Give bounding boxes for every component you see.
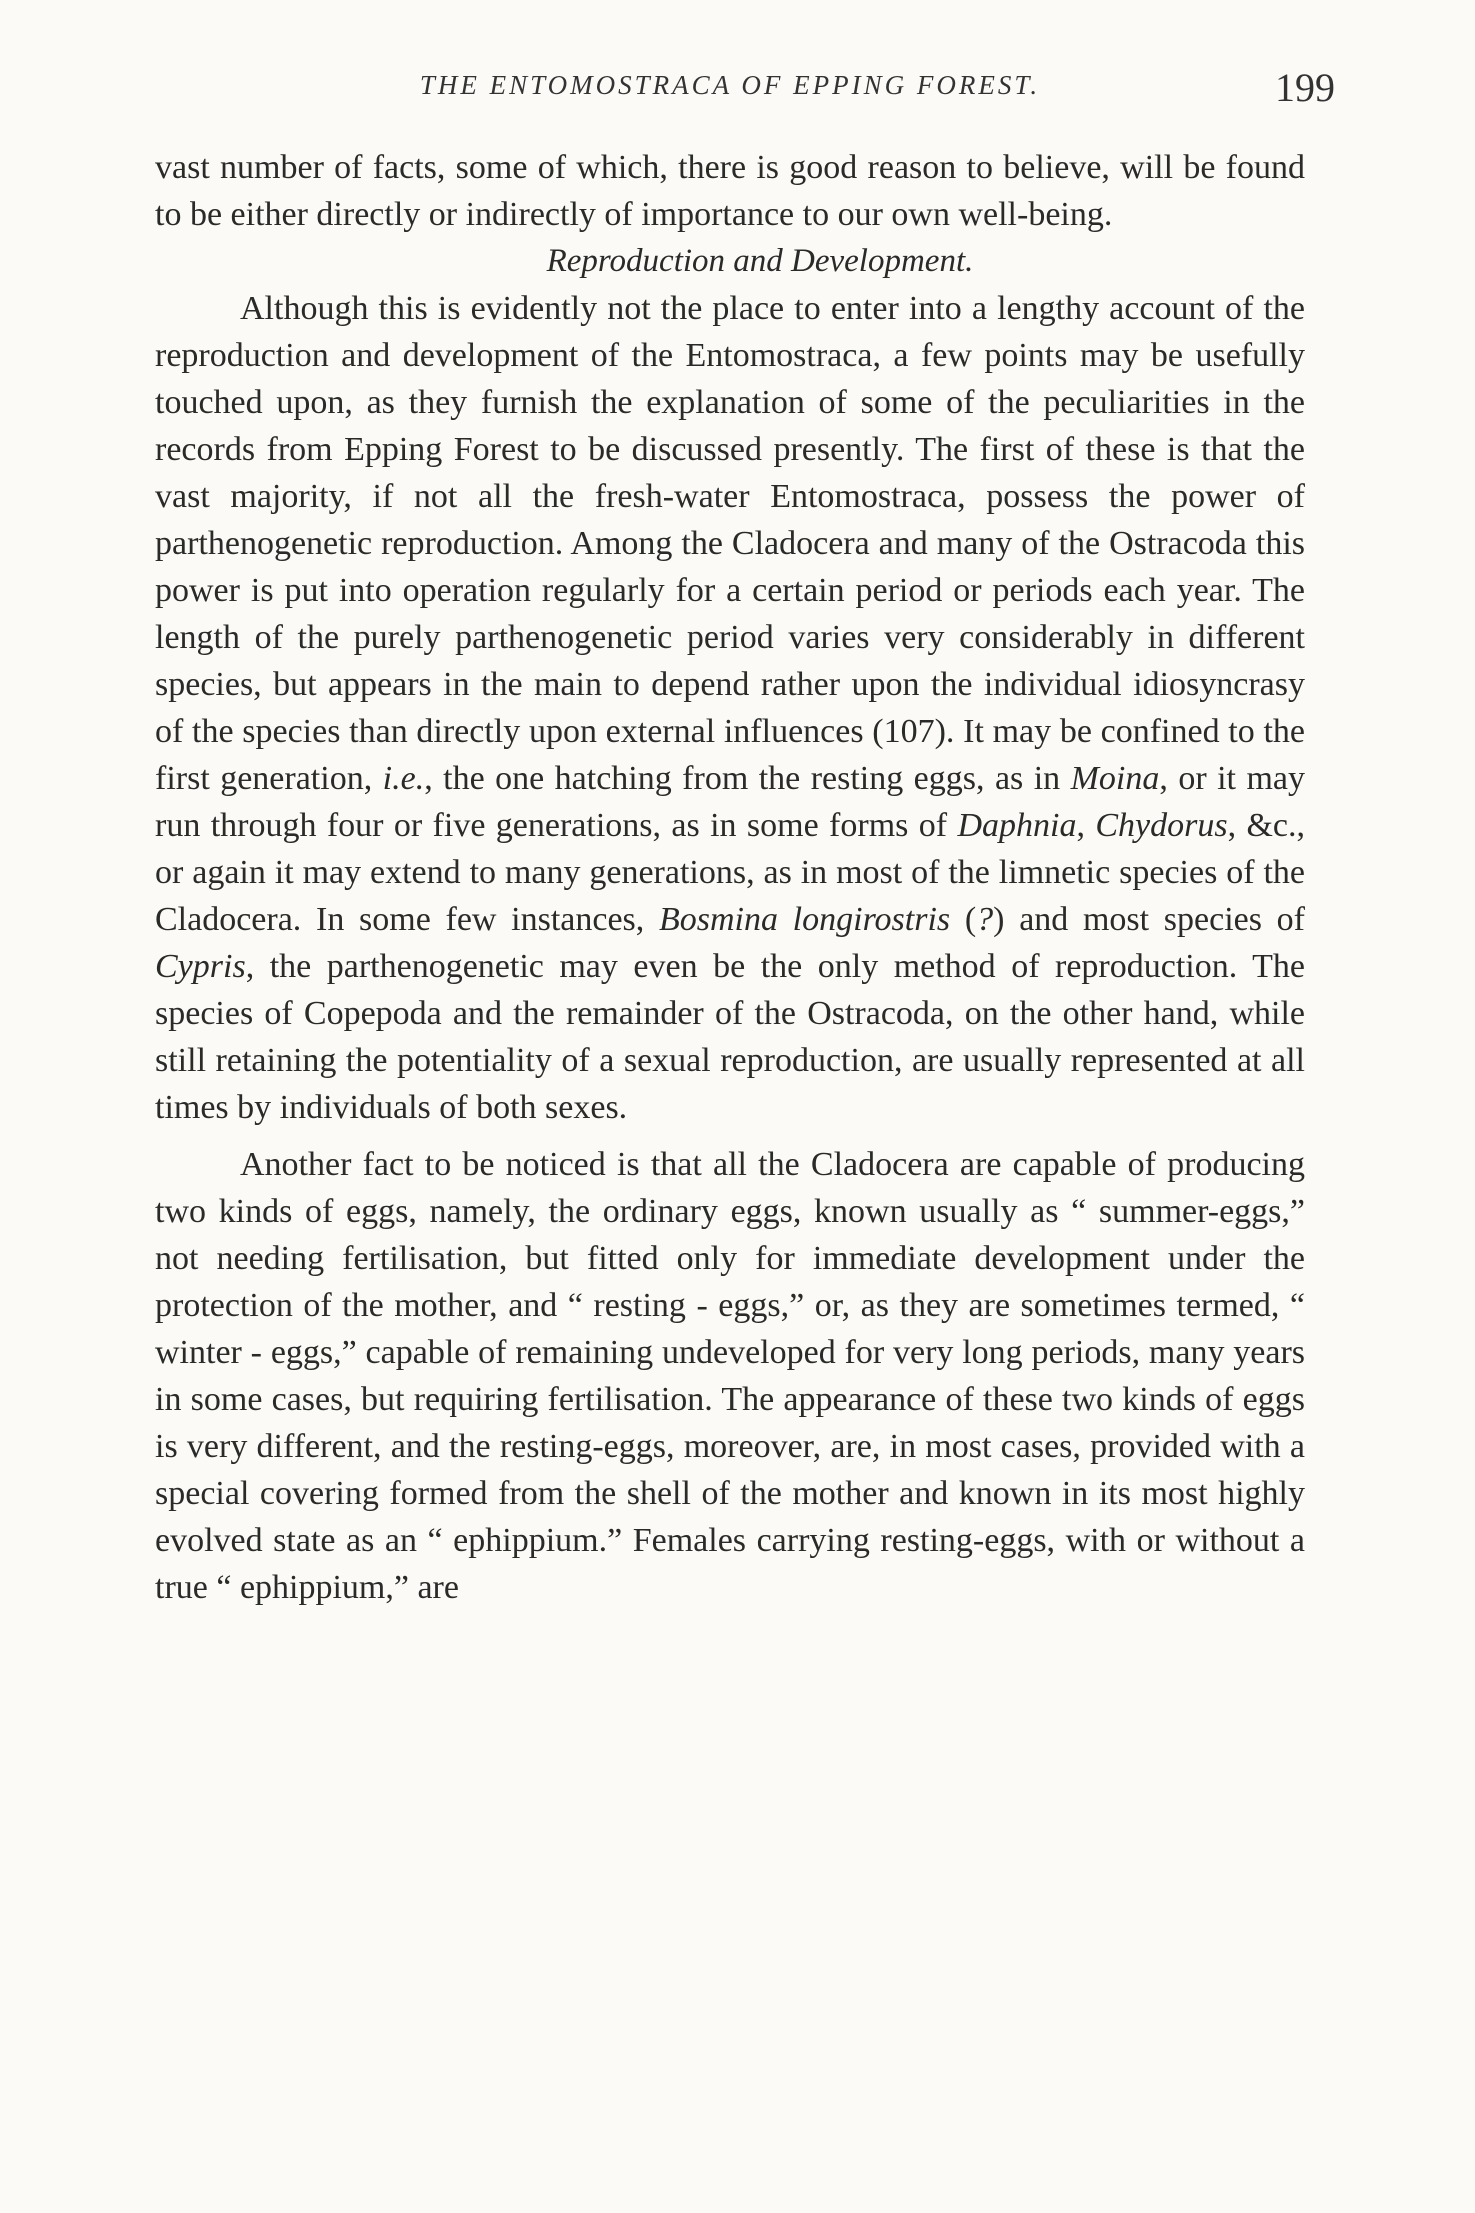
paragraph-1-text-f: ( bbox=[950, 901, 977, 938]
ie-abbreviation: i.e. bbox=[382, 760, 425, 797]
section-heading: Reproduction and Development. bbox=[546, 243, 974, 279]
paragraph-1-text-d: , bbox=[1076, 807, 1096, 844]
running-title: THE ENTOMOSTRACA OF EPPING FOREST. bbox=[419, 70, 1041, 100]
lead-paragraph: vast number of facts, some of which, there is good reason to believe, will be found to be either directly or indirectly of importance to our own well-being. bbox=[155, 149, 1305, 233]
paragraph-1 bbox=[155, 285, 1305, 1131]
paragraph-1-text-a: Although this is evidently not the place to enter into a lengthy account of the reproduction and development of the Entomostraca, a few points may be usefully touched upon, as they furnish the explanation of some of the peculiarities in the records from Epping Forest to be discussed presently. The first of these is that the vast majority, if not all the fresh-water Entomostraca, possess the power of parthenogenetic reproduction. Among the Cladocera and many of the Ostracoda this power is put into operation regularly for a certain period or periods each year. The length of the purely parthenogenetic period varies very considerably in different species, but appears in the main to depend rather upon the individual idiosyncrasy of the species than directly upon external influences (107). It may be confined to the first generation, bbox=[155, 290, 1305, 797]
paragraph-2: Another fact to be noticed is that all the Cladocera are capable of producing two kinds of eggs, namely, the ordinary eggs, known usually as “ summer-eggs,” not needing fertilisation, but fitted only for immediate development under the protection of the mother, and “ resting - eggs,” or, as they are sometimes termed, “ winter - eggs,” capable of remaining undeveloped for very long periods, many years in some cases, but requiring fertilisation. The appearance of these two kinds of eggs is very different, and the resting-eggs, moreover, are, in most cases, provided with a special covering formed from the shell of the mother and known in its most highly evolved state as an “ ephippium.” Females carrying resting-eggs, with or without a true “ ephippium,” are bbox=[155, 1146, 1305, 1606]
genus-moina: Moina bbox=[1070, 760, 1160, 797]
page-number: 199 bbox=[1275, 65, 1335, 110]
body-text bbox=[155, 144, 1305, 1611]
paragraph-1-text-h: , the parthenogenetic may even be the only method of reproduction. The species of Copepoda and the remainder of the Ostracoda, on the other hand, while still retaining the potentiality of a sexual reproduction, are usually represented at all times by individuals of both sexes. bbox=[155, 948, 1305, 1126]
paragraph-1-text-g: ) and most species of bbox=[993, 901, 1306, 938]
paragraph-1-text-b: , the one hatching from the resting eggs, as in bbox=[424, 760, 1071, 797]
paragraph-1-text-c: , or it may run through four or five generations, as in some forms of bbox=[155, 760, 1305, 844]
running-head bbox=[155, 60, 1335, 120]
genus-daphnia: Daphnia bbox=[957, 807, 1077, 844]
paragraph-1-text-e: , &c., or again it may extend to many generations, as in most of the limnetic species of the Cladocera. In some few instances, bbox=[155, 807, 1306, 938]
genus-chydorus: Chydorus bbox=[1095, 807, 1228, 844]
book-page bbox=[155, 60, 1335, 2180]
query-mark: ? bbox=[976, 901, 994, 938]
genus-cypris: Cypris bbox=[155, 948, 246, 985]
species-bosmina-longirostris: Bosmina longirostris bbox=[658, 901, 951, 938]
